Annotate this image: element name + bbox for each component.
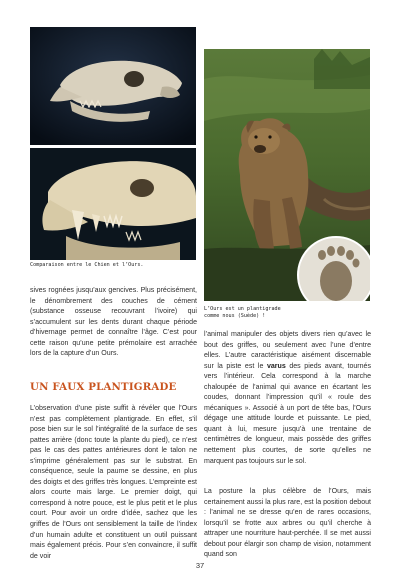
right-paragraph-1 [204,330,371,467]
left-paragraph-1: sives rognées jusqu’aux gencives. Plus précisément, le dénombrement des couches de cément (substance osseuse recouvrant l’ivoire) qui s’accumulent sur les dents durant chaque période d’hivernage permet de connaître l’âge. C’est pour cette raison qu’une petite prémolaire est arrachée lors de la capture d’un Ours. [30,287,197,358]
right-column-body [204,330,371,467]
right-column-body-2 [204,487,371,561]
skulls-caption: Comparaison entre le Chien et l’Ours. [30,262,144,268]
varus-term: varus [266,362,286,370]
left-column-body [30,404,197,562]
right-para1-text-b: des pieds avant, tournés vers l’intérieur. Cela correspond à la marche chaloupée de l’animal qui avance en écartant les coudes, donnant l’impression qu’il « roule des mécaniques ». Associé à un port de tête bas, l’Ours dégage une attitude lourde et puissante. Le pied, quant à lui, mesure jusqu’à une trentaine de centimètres de longueur, mais possède des griffes nettement plus courtes, de sorte qu’elles ne marquent pas toujours sur le sol. [204,362,371,465]
bear-caption-line2: comme nous (Suède) ! [204,313,266,319]
bear-caption-line1: L’Ours est un plantigrade [204,306,281,312]
dog-skull-photo [30,27,196,145]
right-paragraph-2: La posture la plus célèbre de l’Ours, mais certainement aussi la plus rare, est la position debout : l’animal ne se dresse qu’en de rares occasions, lorsqu’il se frotte aux arbres ou qu’il cherche à attraper une nourriture haut-perchée. Il se met aussi debout pour élargir son champ de vision, notamment quand son [204,488,371,559]
bear-caption [204,306,281,320]
section-heading: UN FAUX PLANTIGRADE [30,381,177,393]
bear-skull-photo [30,148,196,260]
left-column-intro [30,286,197,360]
right-para1-text-a: l’animal manipuler des objets divers rien qu’avec le bout des griffes, ou seulement avec l’une d’entre elles. L’autre caractéristique aisément discernable sur la piste est le [204,331,371,370]
left-paragraph-2: L’observation d’une piste suffit à révéler que l’Ours n’est pas complètement plantigrade. En effet, s’il pose bien sur le sol l’intégralité de la surface de ses pattes arrière (donc toute la plante du pied), ce n’est pas le cas des pattes antérieures dont le talon ne s’imprime généralement pas sur le substrat. En conséquence, seule la paume se dessine, en plus des doigts et des griffes très longues. L’empreinte est alors courte mais large. Le premier doigt, qui correspond à notre pouce, est le plus petit et le plus court. Pour avoir un ordre d’idée, sachez que les griffes de l’Ours ont sensiblement la taille de l’index d’un humain adulte et constituent un outil puissant mais également précis. Pour s’en convaincre, il suffit de voir [30,405,197,560]
brown-bear-photo [204,49,370,301]
page-number: 37 [195,561,205,570]
